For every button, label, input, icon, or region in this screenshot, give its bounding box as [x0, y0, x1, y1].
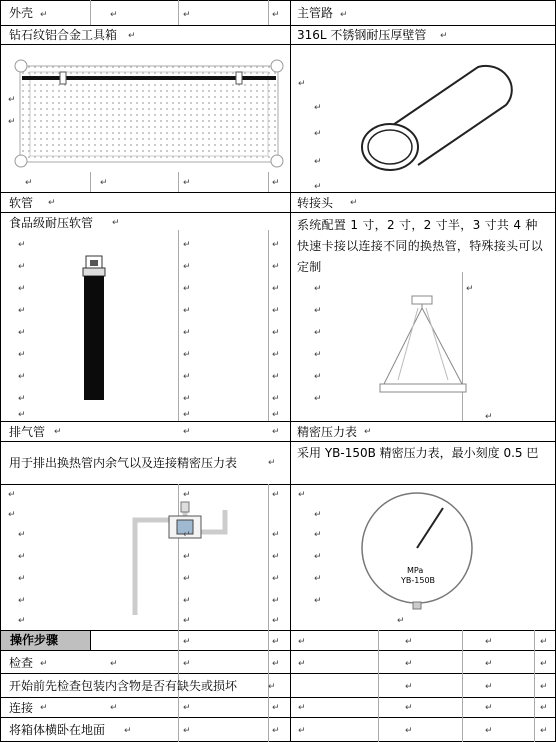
cell-grid [268, 0, 269, 25]
pressure-gauge-image [355, 490, 479, 610]
paragraph-mark: ↵ [272, 616, 280, 626]
paragraph-mark: ↵ [485, 703, 493, 713]
paragraph-mark: ↵ [8, 117, 16, 127]
paragraph-mark: ↵ [18, 262, 26, 272]
paragraph-mark: ↵ [183, 350, 191, 360]
rule [0, 192, 556, 193]
paragraph-mark: ↵ [272, 726, 280, 736]
paragraph-mark: ↵ [298, 79, 306, 89]
paragraph-mark: ↵ [183, 552, 191, 562]
paragraph-mark: ↵ [272, 659, 280, 669]
paragraph-mark: ↵ [54, 427, 62, 437]
gauge-dial-model: YB-150B [401, 576, 436, 585]
paragraph-mark: ↵ [183, 427, 191, 437]
paragraph-mark: ↵ [18, 240, 26, 250]
rule [90, 630, 91, 651]
paragraph-mark: ↵ [183, 659, 191, 669]
paragraph-mark: ↵ [272, 410, 280, 420]
paragraph-mark: ↵ [540, 659, 548, 669]
paragraph-mark: ↵ [183, 178, 191, 188]
paragraph-mark: ↵ [8, 510, 16, 520]
paragraph-mark: ↵ [183, 596, 191, 606]
paragraph-mark: ↵ [272, 552, 280, 562]
paragraph-mark: ↵ [314, 103, 322, 113]
paragraph-mark: ↵ [272, 574, 280, 584]
paragraph-mark: ↵ [466, 284, 474, 294]
paragraph-mark: ↵ [272, 394, 280, 404]
paragraph-mark: ↵ [350, 198, 358, 208]
paragraph-mark: ↵ [183, 530, 191, 540]
paragraph-mark: ↵ [314, 596, 322, 606]
tool-case-image [14, 58, 284, 170]
paragraph-mark: ↵ [340, 10, 348, 20]
paragraph-mark: ↵ [124, 726, 132, 736]
paragraph-mark: ↵ [183, 306, 191, 316]
rule [0, 441, 556, 442]
paragraph-mark: ↵ [183, 284, 191, 294]
paragraph-mark: ↵ [540, 682, 548, 692]
paragraph-mark: ↵ [364, 427, 372, 437]
quick-adapter-image [378, 294, 468, 396]
paragraph-mark: ↵ [298, 490, 306, 500]
paragraph-mark: ↵ [314, 552, 322, 562]
paragraph-mark: ↵ [272, 490, 280, 500]
rule [0, 717, 556, 718]
paragraph-mark: ↵ [100, 178, 108, 188]
cell-grid [378, 630, 379, 742]
paragraph-mark: ↵ [18, 306, 26, 316]
stainless-pipe-image [360, 55, 530, 180]
cell-grid [90, 172, 91, 192]
paragraph-mark: ↵ [183, 394, 191, 404]
paragraph-mark: ↵ [485, 659, 493, 669]
step-check-title: 检查 [9, 656, 34, 670]
paragraph-mark: ↵ [314, 350, 322, 360]
paragraph-mark: ↵ [183, 262, 191, 272]
rule [0, 421, 556, 422]
paragraph-mark: ↵ [540, 637, 548, 647]
main-pipe-desc: 316L 不锈钢耐压厚壁管 [297, 28, 427, 42]
paragraph-mark: ↵ [110, 703, 118, 713]
paragraph-mark: ↵ [8, 490, 16, 500]
paragraph-mark: ↵ [298, 726, 306, 736]
vent-title: 排气管 [9, 425, 46, 439]
paragraph-mark: ↵ [40, 10, 48, 20]
steps-header: 操作步骤 [10, 633, 59, 647]
paragraph-mark: ↵ [183, 726, 191, 736]
main-pipe-title: 主管路 [297, 6, 334, 20]
vent-pipe-image [125, 490, 235, 620]
rule [0, 697, 556, 698]
paragraph-mark: ↵ [112, 218, 120, 228]
paragraph-mark: ↵ [18, 328, 26, 338]
paragraph-mark: ↵ [18, 394, 26, 404]
rule [0, 673, 556, 674]
paragraph-mark: ↵ [18, 574, 26, 584]
gauge-title: 精密压力表 [297, 425, 358, 439]
paragraph-mark: ↵ [48, 198, 56, 208]
paragraph-mark: ↵ [314, 306, 322, 316]
paragraph-mark: ↵ [314, 510, 322, 520]
rule [0, 0, 1, 742]
paragraph-mark: ↵ [314, 129, 322, 139]
paragraph-mark: ↵ [128, 31, 136, 41]
cell-grid [178, 0, 179, 25]
paragraph-mark: ↵ [272, 262, 280, 272]
paragraph-mark: ↵ [25, 178, 33, 188]
cell-grid [178, 230, 179, 421]
adapter-desc: 系统配置 1 寸，2 寸，2 寸半，3 寸共 4 种快速卡接以连接不同的换热管，特殊接头可以定制 [297, 218, 544, 274]
paragraph-mark: ↵ [405, 682, 413, 692]
cell-grid [534, 630, 535, 742]
cell-grid [462, 630, 463, 742]
paragraph-mark: ↵ [183, 10, 191, 20]
paragraph-mark: ↵ [18, 616, 26, 626]
paragraph-mark: ↵ [110, 659, 118, 669]
paragraph-mark: ↵ [40, 659, 48, 669]
paragraph-mark: ↵ [314, 157, 322, 167]
paragraph-mark: ↵ [485, 637, 493, 647]
cell-grid [268, 230, 269, 421]
hose-desc: 食品级耐压软管 [9, 216, 94, 230]
paragraph-mark: ↵ [272, 306, 280, 316]
paragraph-mark: ↵ [540, 726, 548, 736]
gauge-dial-unit: MPa [407, 566, 424, 575]
step-connect-title: 连接 [9, 701, 34, 715]
case-title: 外壳 [9, 6, 34, 20]
rule [290, 0, 291, 742]
food-grade-hose-image [78, 254, 110, 404]
step-check-desc: 开始前先检查包装内含物是否有缺失或损坏 [9, 679, 238, 693]
rule [0, 0, 556, 1]
paragraph-mark: ↵ [272, 637, 280, 647]
gauge-desc: 采用 YB-150B 精密压力表，最小刻度 0.5 巴 [297, 446, 539, 460]
paragraph-mark: ↵ [40, 703, 48, 713]
adapter-title: 转接头 [297, 196, 334, 210]
rule [0, 650, 556, 651]
cell-grid [178, 172, 179, 192]
paragraph-mark: ↵ [183, 372, 191, 382]
paragraph-mark: ↵ [272, 10, 280, 20]
paragraph-mark: ↵ [183, 240, 191, 250]
paragraph-mark: ↵ [268, 458, 276, 468]
rule [0, 212, 556, 213]
paragraph-mark: ↵ [314, 328, 322, 338]
vent-desc: 用于排出换热管内余气以及连接精密压力表 [9, 456, 238, 470]
paragraph-mark: ↵ [18, 530, 26, 540]
cell-grid [268, 172, 269, 192]
paragraph-mark: ↵ [183, 637, 191, 647]
paragraph-mark: ↵ [272, 703, 280, 713]
paragraph-mark: ↵ [110, 10, 118, 20]
paragraph-mark: ↵ [183, 328, 191, 338]
paragraph-mark: ↵ [314, 372, 322, 382]
paragraph-mark: ↵ [314, 284, 322, 294]
paragraph-mark: ↵ [485, 412, 493, 422]
paragraph-mark: ↵ [485, 726, 493, 736]
paragraph-mark: ↵ [18, 552, 26, 562]
rule [0, 25, 556, 26]
paragraph-mark: ↵ [272, 427, 280, 437]
paragraph-mark: ↵ [183, 616, 191, 626]
paragraph-mark: ↵ [540, 703, 548, 713]
rule [0, 630, 556, 631]
cell-grid [90, 0, 91, 25]
paragraph-mark: ↵ [272, 284, 280, 294]
paragraph-mark: ↵ [272, 328, 280, 338]
case-desc: 钻石纹铝合金工具箱 [9, 28, 118, 42]
paragraph-mark: ↵ [18, 596, 26, 606]
paragraph-mark: ↵ [183, 574, 191, 584]
paragraph-mark: ↵ [405, 637, 413, 647]
paragraph-mark: ↵ [272, 530, 280, 540]
paragraph-mark: ↵ [18, 284, 26, 294]
paragraph-mark: ↵ [8, 95, 16, 105]
cell-grid [268, 484, 269, 630]
paragraph-mark: ↵ [272, 350, 280, 360]
paragraph-mark: ↵ [183, 703, 191, 713]
paragraph-mark: ↵ [18, 372, 26, 382]
paragraph-mark: ↵ [18, 350, 26, 360]
paragraph-mark: ↵ [485, 682, 493, 692]
hose-title: 软管 [9, 196, 34, 210]
step-connect-desc: 将箱体横卧在地面 [9, 723, 106, 737]
paragraph-mark: ↵ [440, 31, 448, 41]
paragraph-mark: ↵ [314, 530, 322, 540]
paragraph-mark: ↵ [298, 637, 306, 647]
paragraph-mark: ↵ [314, 394, 322, 404]
paragraph-mark: ↵ [405, 726, 413, 736]
paragraph-mark: ↵ [298, 659, 306, 669]
paragraph-mark: ↵ [314, 182, 322, 192]
paragraph-mark: ↵ [272, 240, 280, 250]
paragraph-mark: ↵ [314, 574, 322, 584]
paragraph-mark: ↵ [405, 703, 413, 713]
paragraph-mark: ↵ [298, 703, 306, 713]
paragraph-mark: ↵ [183, 410, 191, 420]
rule [0, 484, 556, 485]
paragraph-mark: ↵ [405, 659, 413, 669]
paragraph-mark: ↵ [272, 596, 280, 606]
paragraph-mark: ↵ [18, 410, 26, 420]
rule [0, 44, 556, 45]
paragraph-mark: ↵ [397, 616, 405, 626]
paragraph-mark: ↵ [272, 372, 280, 382]
paragraph-mark: ↵ [272, 178, 280, 188]
paragraph-mark: ↵ [183, 490, 191, 500]
paragraph-mark: ↵ [268, 682, 276, 692]
